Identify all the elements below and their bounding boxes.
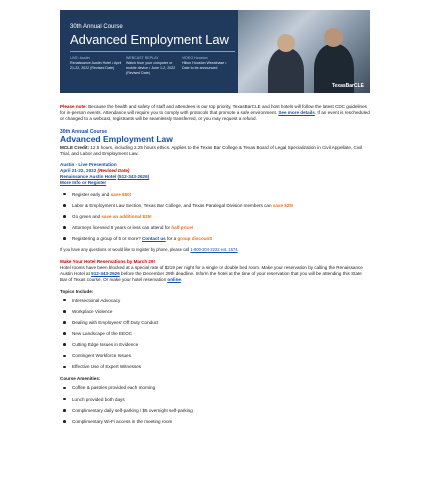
discount-item: Labor & Employment Law Section, Texas Bar College, and Texas Paralegal Division members can save $25! (60, 203, 370, 209)
topic-item: Dealing with Employees' Off Duty Conduct (60, 320, 370, 326)
banner-live-details: Renaissance Austin Hotel • April 21-22, 2022 (Revised Date) (70, 60, 122, 70)
amenities-list (60, 385, 370, 424)
banner-kicker: 30th Annual Course (70, 24, 123, 30)
banner-title: Advanced Employment Law (70, 32, 229, 47)
amenities-heading: Course Amenities: (60, 376, 101, 382)
banner-video-details: Hilton Houston Westchase • Date to be announced (182, 60, 227, 70)
banner-webcast-label: WEBCAST REPLAY (126, 56, 159, 60)
phone-registration-note: If you have any questions or would like to register by phone, please call 1-800-204-2222 ext. 1574. (60, 247, 239, 253)
photo-head-left (277, 34, 295, 52)
banner-video-column (182, 56, 234, 71)
course-kicker: 30th Annual Course (60, 128, 108, 135)
presentation-heading: Austin - Live Presentation (60, 161, 117, 167)
registration-phone-link[interactable]: 1-800-204-2222 ext. 1574 (190, 247, 238, 253)
photo-person-left (268, 48, 304, 93)
banner-divider (70, 51, 235, 52)
course-title: Advanced Employment Law (60, 134, 173, 145)
banner-live-column (70, 56, 122, 71)
discount-item: Registering a group of 5 or more? Contact us for a group discount! (60, 236, 370, 242)
amenity-item: Complimentary Wi-Fi access in the meeting room (60, 419, 370, 425)
banner-webcast-details: Watch from your computer or mobile device • June 1-2, 2022 (Revised Date) (126, 60, 176, 75)
revised-date-note: (Revised Date) (97, 167, 130, 173)
topics-section (60, 289, 370, 371)
course-header (60, 129, 370, 157)
amenity-item: Coffee & pastries provided each morning (60, 385, 370, 391)
discount-item: Register early and save $50! (60, 192, 370, 198)
banner-live-label: LIVE: Austin (70, 56, 90, 60)
hotel-reservation (60, 259, 370, 283)
mcle-text: 12.5 hours, including 2.25 hours ethics. Applies to the Texas Bar College & Texas Board of Legal Specialization in Civil Appellate, Civil Trial, and Labor and Employment Law. (60, 144, 363, 156)
notice-label: Please note (60, 104, 86, 109)
banner-webcast-column (126, 56, 178, 75)
amenities-section (60, 376, 370, 424)
topic-item: Cutting Edge Issues in Evidence (60, 342, 370, 348)
topic-item: Effective Use of Expert Witnesses (60, 364, 370, 370)
hotel-heading: Make Your Hotel Reservations by March 29! (60, 258, 156, 264)
presentation-dates: April 21-22, 2022 (60, 167, 97, 173)
mcle-credit (60, 145, 370, 157)
notice-text-2: . If an event is rescheduled or changed to a webcast, registrants will be seamlessly transferred, or you may request a refund. (60, 109, 370, 121)
topics-list (60, 298, 370, 371)
banner-photo (238, 10, 370, 93)
amenity-item: Complimentary daily self-parking / $5 overnight self-parking (60, 408, 370, 414)
contact-us-link[interactable]: Contact us (141, 236, 166, 242)
renaissance-hotel-link[interactable]: Renaissance Austin Hotel (60, 173, 117, 179)
discount-item: Attorneys licensed 5 years or less can attend for half price! (60, 225, 370, 231)
more-info-register-link[interactable]: More Info or Register (60, 179, 107, 185)
discount-item: Go green and save an additional $25! (60, 214, 370, 220)
health-notice (60, 104, 370, 122)
course-banner[interactable] (60, 10, 370, 93)
banner-text-panel (60, 10, 240, 93)
see-more-details-link[interactable]: See more details (278, 109, 315, 115)
topic-item: Workplace Violence (60, 309, 370, 315)
austin-presentation (60, 162, 370, 186)
topic-item: Contingent Workforce Issues (60, 353, 370, 359)
banner-video-label: VIDEO Houston (182, 56, 208, 60)
hotel-text: Hotel rooms have been blocked at a special rate of $219 per night for a single or double bed room. Make your reservation by calling the Renaissance Austin Hotel at 512-343-2626 before the December 29th deadline. Inform the hotel at the time of your reservation that you will be attending this State Bar of Texas course. Or make your hotel reservation online. (60, 264, 363, 282)
amenity-item: Lunch provided both days (60, 397, 370, 403)
photo-head-right (324, 28, 343, 47)
topic-item: New Landscape of the EEOC (60, 331, 370, 337)
topics-heading: Topics Include: (60, 288, 94, 294)
notice-text-1: : Because the health and safety of staff and attendees is our top priority, TexasBarCLE and host hotels will follow the latest CDC guidelines for in-person events. Attendance will require you to comply with protocols that promote a safe environment. (60, 104, 367, 115)
main-content (60, 104, 370, 430)
topic-item: Intersectional Advocacy (60, 298, 370, 304)
hotel-online-link[interactable]: online (167, 276, 181, 282)
texasbarcle-logo: TexasBarCLE (331, 82, 364, 89)
mcle-label: MCLE Credit: (60, 144, 90, 150)
discount-list (60, 192, 370, 243)
hotel-phone-link[interactable]: (512-343-2626) (117, 173, 150, 179)
hotel-reservation-phone-link[interactable]: 512-343-2626 (91, 270, 120, 276)
